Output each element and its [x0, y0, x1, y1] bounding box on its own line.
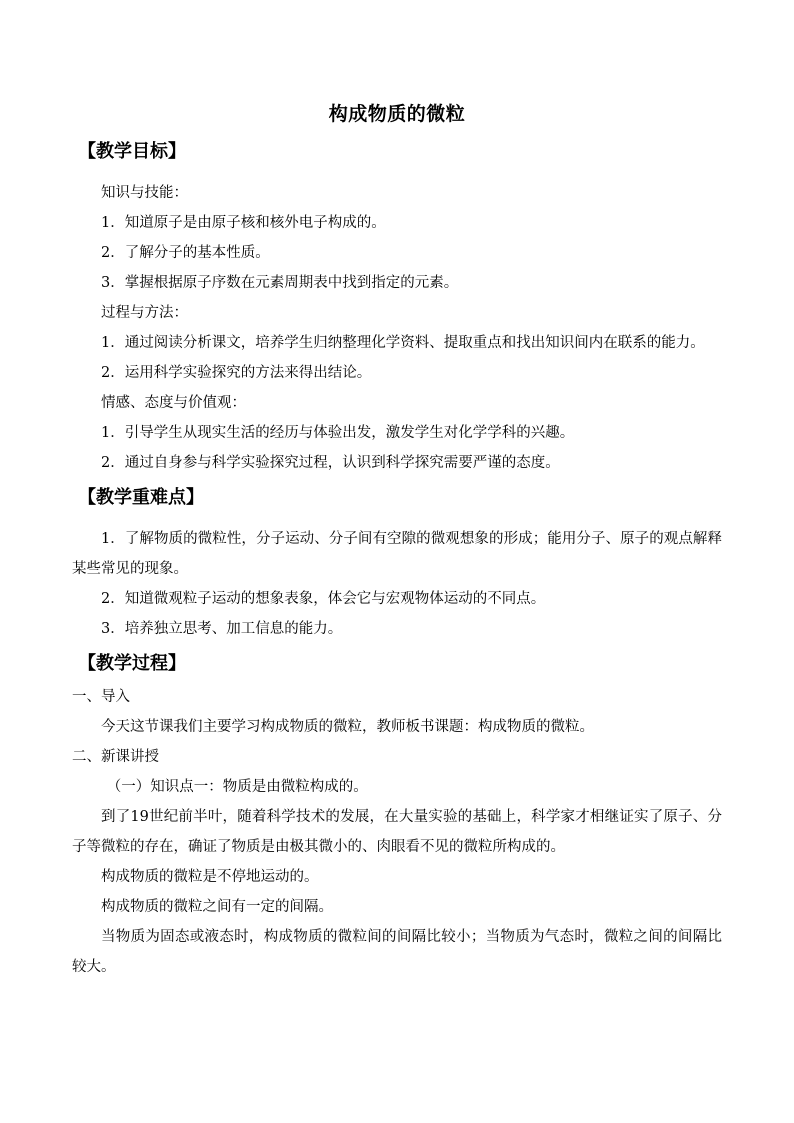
paragraph: 3．培养独立思考、加工信息的能力。: [101, 621, 343, 637]
section-heading-process: 【教学过程】: [78, 653, 186, 674]
document-title: 构成物质的微粒: [328, 103, 466, 125]
paragraph: 2．知道微观粒子运动的想象表象，体会它与宏观物体运动的不同点。: [101, 591, 546, 607]
paragraph: 情感、态度与价值观：: [101, 395, 246, 411]
section-heading-key-points: 【教学重难点】: [78, 487, 204, 508]
document-page: [72, 100, 722, 982]
paragraph: 构成物质的微粒之间有一定的间隔。: [101, 899, 333, 915]
paragraph: 1．引导学生从现实生活的经历与体验出发，激发学生对化学学科的兴趣。: [101, 425, 575, 441]
paragraph: 2．了解分子的基本性质。: [101, 245, 270, 261]
subheading-new-lesson: 二、新课讲授: [72, 749, 159, 765]
paragraph: 1．知道原子是由原子核和核外电子构成的。: [101, 215, 386, 231]
paragraph: 今天这节课我们主要学习构成物质的微粒，教师板书课题：构成物质的微粒。: [101, 719, 594, 735]
paragraph: 2．运用科学实验探究的方法来得出结论。: [101, 365, 372, 381]
paragraph: 3．掌握根据原子序数在元素周期表中找到指定的元素。: [101, 275, 459, 291]
paragraph: 到了19世纪前半叶，随着科学技术的发展，在大量实验的基础上，科学家才相继证实了原子、分子等微粒的存在，确证了物质是由极其微小的、肉眼看不见的微粒所构成的。: [72, 809, 722, 855]
objectives-body: [72, 178, 722, 478]
section-heading-objectives: 【教学目标】: [78, 141, 186, 162]
knowledge-point-heading: （一）知识点一：物质是由微粒构成的。: [106, 779, 368, 795]
process-body: [72, 682, 722, 982]
paragraph: 1．通过阅读分析课文，培养学生归纳整理化学资料、提取重点和找出知识间内在联系的能力。: [101, 335, 705, 351]
subheading-intro: 一、导入: [72, 689, 130, 705]
key-points-body: [72, 524, 722, 644]
paragraph: 过程与方法：: [101, 305, 188, 321]
paragraph: 2．通过自身参与科学实验探究过程，认识到科学探究需要严谨的态度。: [101, 455, 560, 471]
paragraph: 知识与技能：: [101, 185, 188, 201]
paragraph: 1．了解物质的微粒性，分子运动、分子间有空隙的微观想象的形成；能用分子、原子的观点解释某些常见的现象。: [72, 531, 722, 577]
paragraph: 构成物质的微粒是不停地运动的。: [101, 869, 319, 885]
paragraph: 当物质为固态或液态时，构成物质的微粒间的间隔比较小；当物质为气态时，微粒之间的间隔比较大。: [72, 929, 722, 975]
